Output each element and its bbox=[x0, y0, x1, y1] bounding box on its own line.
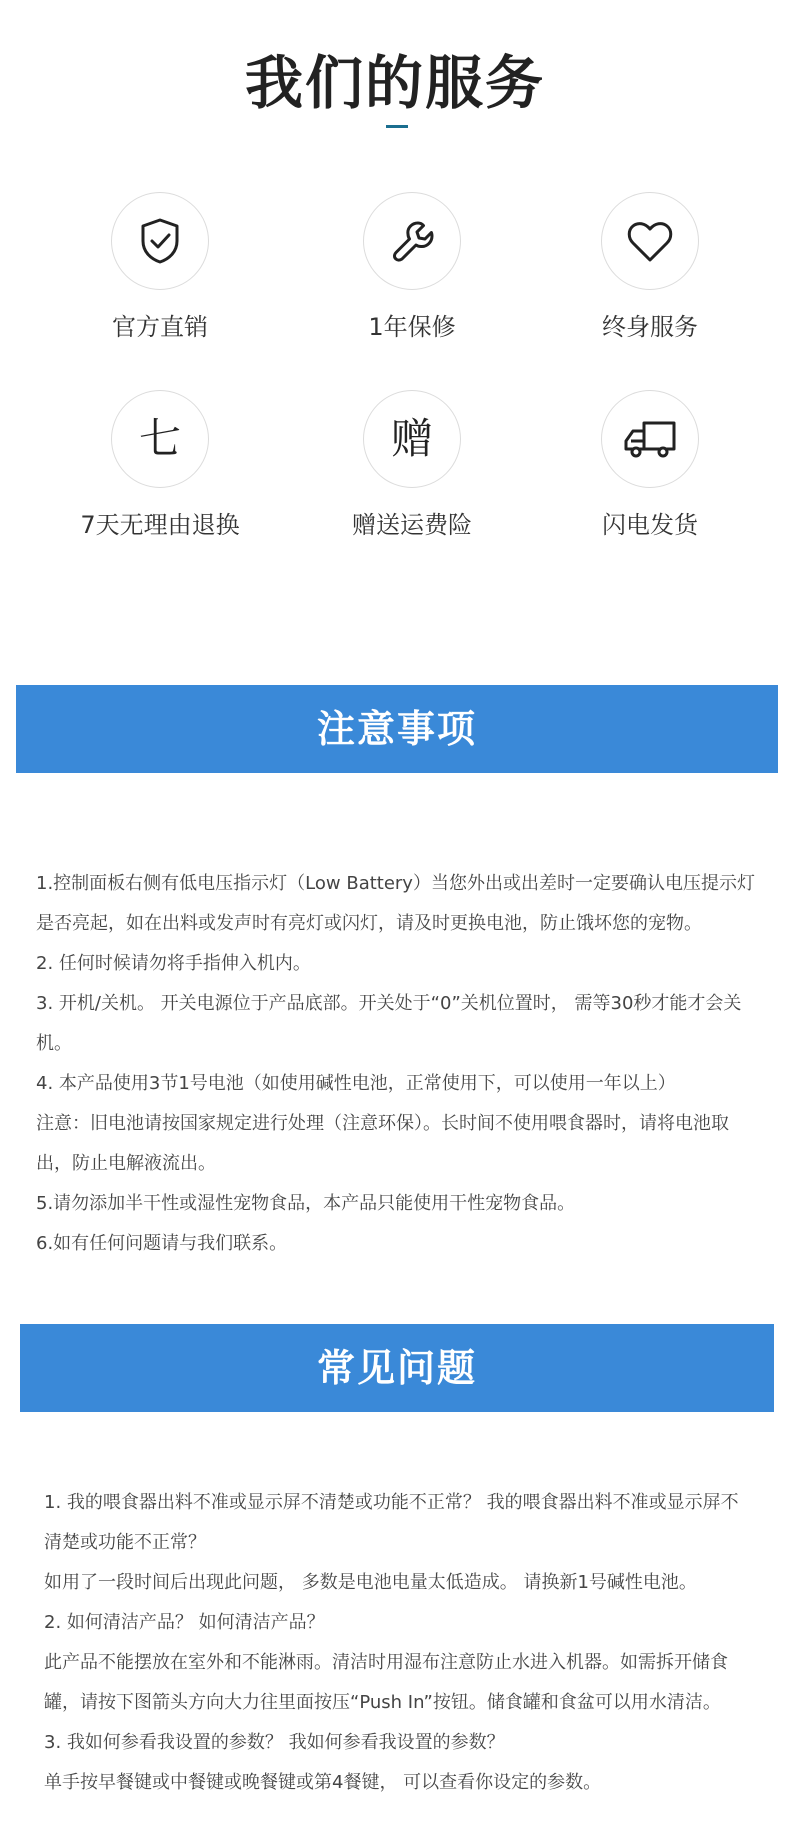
services-title: 我们的服务 bbox=[244, 49, 545, 117]
faq-content bbox=[44, 1483, 756, 1803]
notes-paragraph: 2. 任何时候请勿将手指伸入机内。 bbox=[36, 953, 311, 974]
title-underline bbox=[386, 125, 408, 128]
service-label: 终身服务 bbox=[602, 313, 698, 341]
notes-paragraph: 注意：旧电池请按国家规定进行处理（注意环保）。长时间不使用喂食器时，请将电池取出，防止电解液流出。 bbox=[36, 1113, 729, 1174]
notes-paragraph: 1.控制面板右侧有低电压指示灯（Low Battery）当您外出或出差时一定要确认电压提示灯是否亮起，如在出料或发声时有亮灯或闪灯，请及时更换电池，防止饿坏您的宠物。 bbox=[36, 873, 755, 934]
service-label: 赠送运费险 bbox=[352, 511, 472, 539]
service-label: 7天无理由退换 bbox=[80, 511, 240, 539]
delivery-truck-icon bbox=[601, 390, 699, 488]
notes-paragraph: 5.请勿添加半干性或湿性宠物食品，本产品只能使用干性宠物食品。 bbox=[36, 1193, 576, 1214]
faq-banner: 常见问题 bbox=[20, 1324, 774, 1412]
faq-paragraph: 1. 我的喂食器出料不准或显示屏不清楚或功能不正常？ 我的喂食器出料不准或显示屏不清楚或功能不正常？ bbox=[44, 1492, 739, 1553]
faq-paragraph: 2. 如何清洁产品？ 如何清洁产品？ bbox=[44, 1612, 325, 1633]
faq-paragraph: 如用了一段时间后出现此问题， 多数是电池电量太低造成。 请换新1号碱性电池。 bbox=[44, 1572, 697, 1593]
notes-paragraph: 3. 开机/关机。 开关电源位于产品底部。开关处于“0”关机位置时， 需等30秒才能才会关机。 bbox=[36, 993, 742, 1054]
service-shipping-insurance bbox=[292, 390, 532, 540]
seven-char-icon bbox=[111, 390, 209, 488]
notes-content bbox=[36, 864, 756, 1264]
gift-glyph: 赠 bbox=[390, 414, 433, 463]
service-official-direct bbox=[40, 192, 280, 342]
notes-banner: 注意事项 bbox=[16, 685, 778, 773]
service-label: 官方直销 bbox=[112, 313, 208, 341]
service-warranty bbox=[292, 192, 532, 342]
service-lifetime bbox=[530, 192, 770, 342]
service-label: 1年保修 bbox=[368, 313, 456, 341]
service-label: 闪电发货 bbox=[602, 511, 698, 539]
wrench-icon bbox=[363, 192, 461, 290]
service-fast-delivery bbox=[530, 390, 770, 540]
faq-paragraph: 此产品不能摆放在室外和不能淋雨。清洁时用湿布注意防止水进入机器。如需拆开储食罐，请按下图箭头方向大力往里面按压“Push In”按钮。储食罐和食盆可以用水清洁。 bbox=[44, 1652, 728, 1713]
faq-paragraph: 单手按早餐键或中餐键或晚餐键或第4餐键， 可以查看你设定的参数。 bbox=[44, 1772, 602, 1793]
shield-check-icon bbox=[111, 192, 209, 290]
notes-paragraph: 4. 本产品使用3节1号电池（如使用碱性电池，正常使用下，可以使用一年以上） bbox=[36, 1073, 676, 1094]
notes-paragraph: 6.如有任何问题请与我们联系。 bbox=[36, 1233, 288, 1254]
seven-glyph: 七 bbox=[138, 414, 181, 463]
service-7day-return bbox=[40, 390, 280, 540]
heart-icon bbox=[601, 192, 699, 290]
faq-paragraph: 3. 我如何参看我设置的参数？ 我如何参看我设置的参数？ bbox=[44, 1732, 505, 1753]
gift-char-icon bbox=[363, 390, 461, 488]
